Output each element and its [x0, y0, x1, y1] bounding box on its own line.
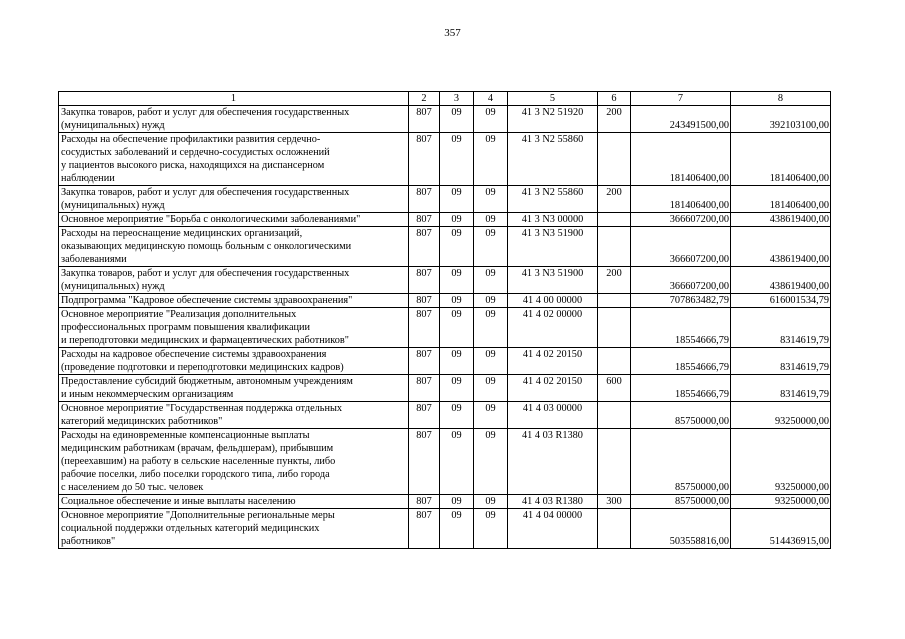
amount-year1-cell: 366607200,00 [631, 213, 731, 227]
section-cell: 09 [440, 227, 474, 267]
row-name-cell: Расходы на обеспечение профилактики развития сердечно- сосудистых заболеваний и сердечно-сосудистых осложнений у пациентов высокого риска, находящихся на диспансерном наблюдении [59, 133, 409, 186]
column-header: 7 [631, 92, 731, 106]
row-name-cell: Основное мероприятие "Борьба с онкологическими заболеваниями" [59, 213, 409, 227]
target-article-cell: 41 4 02 20150 [508, 375, 598, 402]
target-article-cell: 41 4 00 00000 [508, 294, 598, 308]
column-header: 2 [409, 92, 440, 106]
amount-year2-cell: 438619400,00 [731, 213, 831, 227]
amount-year2-cell: 8314619,79 [731, 375, 831, 402]
target-article-cell: 41 3 N2 55860 [508, 133, 598, 186]
expense-type-cell: 600 [598, 375, 631, 402]
amount-year1-cell: 85750000,00 [631, 402, 731, 429]
amount-year2-cell: 8314619,79 [731, 348, 831, 375]
subsection-cell: 09 [474, 348, 508, 375]
target-article-cell: 41 3 N3 00000 [508, 213, 598, 227]
expense-type-cell [598, 429, 631, 495]
amount-year1-cell: 366607200,00 [631, 267, 731, 294]
amount-year2-cell: 514436915,00 [731, 509, 831, 549]
page-number: 357 [444, 27, 461, 39]
subsection-cell: 09 [474, 213, 508, 227]
row-name-cell: Закупка товаров, работ и услуг для обеспечения государственных (муниципальных) нужд [59, 186, 409, 213]
expense-type-cell: 200 [598, 267, 631, 294]
target-article-cell: 41 4 03 00000 [508, 402, 598, 429]
admin-code-cell: 807 [409, 267, 440, 294]
subsection-cell: 09 [474, 495, 508, 509]
section-cell: 09 [440, 213, 474, 227]
admin-code-cell: 807 [409, 375, 440, 402]
column-header: 5 [508, 92, 598, 106]
expense-type-cell [598, 133, 631, 186]
admin-code-cell: 807 [409, 227, 440, 267]
expense-type-cell [598, 348, 631, 375]
amount-year1-cell: 366607200,00 [631, 227, 731, 267]
row-name-cell: Закупка товаров, работ и услуг для обеспечения государственных (муниципальных) нужд [59, 106, 409, 133]
amount-year2-cell: 93250000,00 [731, 429, 831, 495]
subsection-cell: 09 [474, 267, 508, 294]
section-cell: 09 [440, 106, 474, 133]
amount-year2-cell: 392103100,00 [731, 106, 831, 133]
table-row [59, 375, 831, 402]
section-cell: 09 [440, 495, 474, 509]
amount-year1-cell: 243491500,00 [631, 106, 731, 133]
section-cell: 09 [440, 402, 474, 429]
amount-year1-cell: 85750000,00 [631, 429, 731, 495]
amount-year1-cell: 18554666,79 [631, 375, 731, 402]
table-row [59, 186, 831, 213]
table-header-row [59, 92, 831, 106]
amount-year2-cell: 8314619,79 [731, 308, 831, 348]
table-row [59, 227, 831, 267]
table-row [59, 133, 831, 186]
row-name-cell: Расходы на кадровое обеспечение системы здравоохранения (проведение подготовки и переподготовки медицинских кадров) [59, 348, 409, 375]
amount-year1-cell: 181406400,00 [631, 186, 731, 213]
amount-year2-cell: 181406400,00 [731, 186, 831, 213]
table-row [59, 402, 831, 429]
admin-code-cell: 807 [409, 348, 440, 375]
subsection-cell: 09 [474, 375, 508, 402]
table-row [59, 495, 831, 509]
admin-code-cell: 807 [409, 213, 440, 227]
amount-year2-cell: 181406400,00 [731, 133, 831, 186]
subsection-cell: 09 [474, 402, 508, 429]
admin-code-cell: 807 [409, 106, 440, 133]
target-article-cell: 41 4 02 00000 [508, 308, 598, 348]
amount-year1-cell: 181406400,00 [631, 133, 731, 186]
table-row [59, 213, 831, 227]
column-header: 6 [598, 92, 631, 106]
table-row [59, 509, 831, 549]
target-article-cell: 41 4 03 R1380 [508, 429, 598, 495]
section-cell: 09 [440, 133, 474, 186]
row-name-cell: Основное мероприятие "Государственная поддержка отдельных категорий медицинских работников" [59, 402, 409, 429]
section-cell: 09 [440, 429, 474, 495]
admin-code-cell: 807 [409, 429, 440, 495]
target-article-cell: 41 4 04 00000 [508, 509, 598, 549]
admin-code-cell: 807 [409, 186, 440, 213]
subsection-cell: 09 [474, 509, 508, 549]
target-article-cell: 41 3 N2 55860 [508, 186, 598, 213]
expense-type-cell [598, 213, 631, 227]
section-cell: 09 [440, 186, 474, 213]
subsection-cell: 09 [474, 106, 508, 133]
row-name-cell: Предоставление субсидий бюджетным, автономным учреждениям и иным некоммерческим организациям [59, 375, 409, 402]
subsection-cell: 09 [474, 186, 508, 213]
column-header: 1 [59, 92, 409, 106]
admin-code-cell: 807 [409, 402, 440, 429]
row-name-cell: Расходы на единовременные компенсационные выплаты медицинским работникам (врачам, фельдшерам), прибывшим (переехавшим) на работу в сельские населенные пункты, либо рабочие поселки, либо поселки городского типа, либо города с населением до 50 тыс. человек [59, 429, 409, 495]
table-row [59, 308, 831, 348]
target-article-cell: 41 3 N3 51900 [508, 267, 598, 294]
target-article-cell: 41 3 N2 51920 [508, 106, 598, 133]
subsection-cell: 09 [474, 227, 508, 267]
row-name-cell: Основное мероприятие "Дополнительные региональные меры социальной поддержки отдельных категорий медицинских работников" [59, 509, 409, 549]
amount-year2-cell: 93250000,00 [731, 402, 831, 429]
amount-year2-cell: 438619400,00 [731, 227, 831, 267]
target-article-cell: 41 4 02 20150 [508, 348, 598, 375]
expense-type-cell [598, 509, 631, 549]
subsection-cell: 09 [474, 429, 508, 495]
row-name-cell: Закупка товаров, работ и услуг для обеспечения государственных (муниципальных) нужд [59, 267, 409, 294]
expense-type-cell: 300 [598, 495, 631, 509]
column-header: 3 [440, 92, 474, 106]
admin-code-cell: 807 [409, 133, 440, 186]
budget-table-body [59, 92, 831, 549]
row-name-cell: Расходы на переоснащение медицинских организаций, оказывающих медицинскую помощь больным с онкологическими заболеваниями [59, 227, 409, 267]
section-cell: 09 [440, 267, 474, 294]
row-name-cell: Социальное обеспечение и иные выплаты населению [59, 495, 409, 509]
row-name-cell: Подпрограмма "Кадровое обеспечение системы здравоохранения" [59, 294, 409, 308]
table-row [59, 348, 831, 375]
expense-type-cell [598, 308, 631, 348]
table-row [59, 429, 831, 495]
admin-code-cell: 807 [409, 495, 440, 509]
section-cell: 09 [440, 348, 474, 375]
expense-type-cell [598, 402, 631, 429]
amount-year1-cell: 85750000,00 [631, 495, 731, 509]
section-cell: 09 [440, 509, 474, 549]
amount-year1-cell: 503558816,00 [631, 509, 731, 549]
table-row [59, 267, 831, 294]
section-cell: 09 [440, 294, 474, 308]
budget-table [58, 91, 831, 549]
admin-code-cell: 807 [409, 509, 440, 549]
expense-type-cell [598, 227, 631, 267]
subsection-cell: 09 [474, 294, 508, 308]
expense-type-cell: 200 [598, 186, 631, 213]
target-article-cell: 41 4 03 R1380 [508, 495, 598, 509]
column-header: 8 [731, 92, 831, 106]
expense-type-cell: 200 [598, 106, 631, 133]
target-article-cell: 41 3 N3 51900 [508, 227, 598, 267]
section-cell: 09 [440, 308, 474, 348]
expense-type-cell [598, 294, 631, 308]
subsection-cell: 09 [474, 308, 508, 348]
amount-year1-cell: 18554666,79 [631, 308, 731, 348]
section-cell: 09 [440, 375, 474, 402]
admin-code-cell: 807 [409, 294, 440, 308]
amount-year2-cell: 616001534,79 [731, 294, 831, 308]
admin-code-cell: 807 [409, 308, 440, 348]
row-name-cell: Основное мероприятие "Реализация дополнительных профессиональных программ повышения квалификации и переподготовки медицинских и фармацевтических работников" [59, 308, 409, 348]
amount-year1-cell: 18554666,79 [631, 348, 731, 375]
table-row [59, 294, 831, 308]
subsection-cell: 09 [474, 133, 508, 186]
amount-year1-cell: 707863482,79 [631, 294, 731, 308]
amount-year2-cell: 438619400,00 [731, 267, 831, 294]
column-header: 4 [474, 92, 508, 106]
amount-year2-cell: 93250000,00 [731, 495, 831, 509]
table-row [59, 106, 831, 133]
